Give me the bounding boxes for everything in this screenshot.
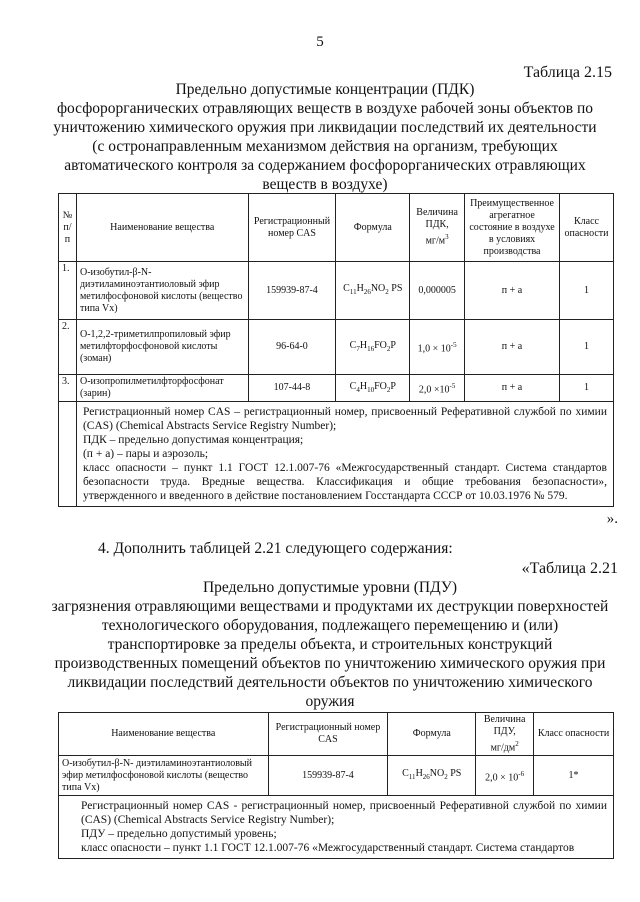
value-label: Величина ПДУ, [483,714,526,737]
title-line: производственных помещений объектов по уничтожению химического оружия при [54,655,606,672]
row-name: О-изобутил-β-N- диэтиламиноэтантиоловый эфир метилфосфоновой кислоты (вещество типа Vx) [59,756,269,796]
value-unit-sup: 3 [445,233,449,242]
header-formula: Формула [336,194,410,262]
row-value: $2,0 \times 10^{-6}$ [476,756,534,796]
title-line: технологического оборудования, подлежащего перемещению и (или) [101,617,559,634]
notes-spacer [59,402,77,507]
row-class: 1 [559,375,613,402]
row-formula: $C_{11}H_{26}NO_2$ PS [336,262,410,320]
note-line: ПДУ – предельно допустимый уровень; [81,828,277,841]
closing-quote: ». [606,511,618,527]
row-formula: $C_{11}H_{26}NO_2$ PS [388,756,476,796]
header-class: Класс опасности [534,713,614,756]
title-line: ликвидации последствий деятельности объектов по уничтожению химического [67,674,593,691]
notes-row [59,796,614,859]
row-value: $2,0 \times 10^{-5}$ [410,375,465,402]
row-name: О-изобутил-β-N-диэтиламиноэтантиоловый эфир метилфосфоновой кислоты (вещество типа Vx) [76,262,248,320]
note-line: ПДК – предельно допустимая концентрация; [82,434,304,446]
table-row [59,320,614,375]
item-4-text: 4. Дополнить таблицей 2.21 следующего содержания: [98,540,453,557]
table-notes [76,402,613,507]
header-class: Класс опасности [559,194,613,262]
value-label: Величина ПДК, [416,207,458,231]
row-cas: 107-44-8 [248,375,336,402]
header-num: № п/п [59,194,77,262]
row-class: 1 [559,262,613,320]
row-formula: $C_7H_{16}FO_2P$ [336,320,410,375]
header-name: Наименование вещества [76,194,248,262]
title-line: загрязнения отравляющими веществами и продуктами их деструкции поверхностей [51,598,609,615]
table-row [59,262,614,320]
header-state: Преимущественное агрегатное состояние в воздухе в условиях производства [465,194,560,262]
header-value [476,713,534,756]
row-num: 2. [59,320,77,375]
row-state: п + а [465,320,560,375]
value-unit: мг/дм [490,742,516,754]
title-line: транспортировке за пределы объекта, и строительных конструкций [107,636,553,653]
page-number: 5 [316,34,324,50]
title-line: фосфорорганических отравляющих веществ в воздухе рабочей зоны объектов по [56,100,594,117]
title-line: Предельно допустимые концентрации (ПДК) [175,81,475,98]
title-line: оружия [305,693,355,710]
note-line: класс опасности – пункт 1.1 ГОСТ 12.1.007-76 «Межгосударственный стандарт. Система стандартов [81,842,575,855]
table-2-21-title [40,578,620,711]
table-2-21 [58,712,614,859]
row-state: п + а [465,375,560,402]
value-unit-sup: 2 [515,740,519,748]
title-line: Предельно допустимые уровни (ПДУ) [202,579,457,596]
table-notes [59,796,614,859]
title-line: (с остронаправленным механизмом действия на организм, требующих [92,138,558,155]
table-2-15-title [40,80,610,194]
title-line: автоматического контроля за содержанием фосфорорганических отравляющих [64,157,586,174]
row-num: 3. [59,375,77,402]
table-2-21-label: «Таблица 2.21 [521,560,618,577]
title-line: веществ в воздухе) [262,176,388,193]
value-unit: мг/м [425,235,446,247]
header-cas: Регистрационный номер CAS [248,194,336,262]
table-row [59,756,614,796]
row-name: О-изопропилметилфторфосфонат (зарин) [76,375,248,402]
note-line: класс опасности – пункт 1.1 ГОСТ 12.1.007-76 «Межгосударственный стандарт. Система стандартов безопасности труда. Вредные вещества. Классификация и общие требования безопасности», утвержденного и введенного в действие постановлением Госстандарта СССР от 10.03.1976 № 579. [82,462,607,502]
row-cas: 159939-87-4 [268,756,388,796]
row-class: 1 [559,320,613,375]
title-line: уничтожению химического оружия при ликвидации последствий их деятельности [53,119,597,136]
note-line: (п + а) – пары и аэрозоль; [82,448,209,460]
row-value: $1,0 \times 10^{-5}$ [410,320,465,375]
row-num: 1. [59,262,77,320]
row-class: 1* [534,756,614,796]
header-name: Наименование вещества [59,713,269,756]
table-2-15-label: Таблица 2.15 [523,64,612,81]
header-formula: Формула [388,713,476,756]
row-value: 0,000005 [410,262,465,320]
table-row [59,375,614,402]
notes-row [59,402,614,507]
row-formula: $C_4H_{10}FO_2P$ [336,375,410,402]
row-cas: 159939-87-4 [248,262,336,320]
header-cas: Регистрационный номер CAS [268,713,388,756]
row-cas: 96-64-0 [248,320,336,375]
table-2-15 [58,193,614,507]
header-value [410,194,465,262]
table-header-row [59,713,614,756]
row-name: О-1,2,2-триметилпропиловый эфир метилфторфосфоновой кислоты (зоман) [76,320,248,375]
note-line: Регистрационный номер CAS – регистрационный номер, присвоенный Реферативной службой по химии (CAS) (Chemical Abstracts Service Registry Number); [82,406,607,432]
table-header-row [59,194,614,262]
row-state: п + а [465,262,560,320]
note-line: Регистрационный номер CAS - регистрационный номер, присвоенный Реферативной службой по химии (CAS) (Chemical Abstracts Service Registry Number); [81,800,607,827]
